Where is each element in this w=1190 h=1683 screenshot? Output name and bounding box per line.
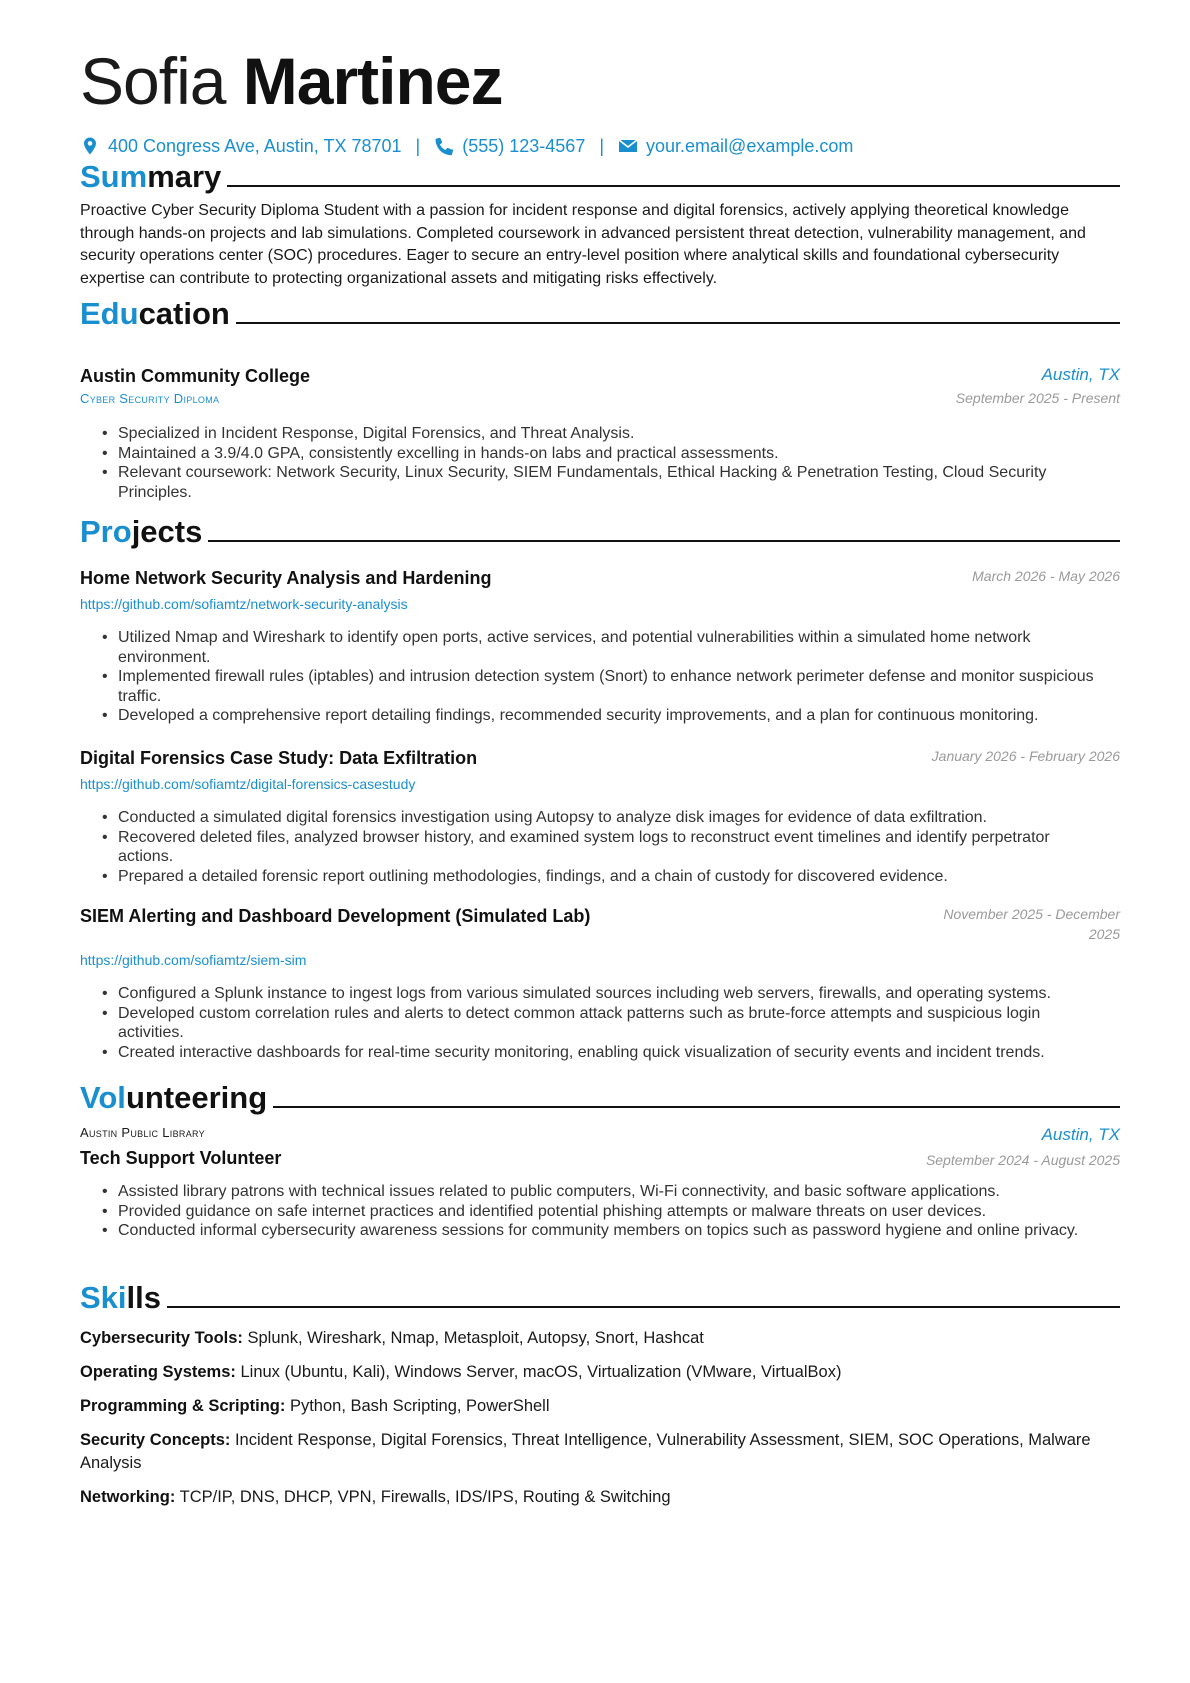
list-item: • Specialized in Incident Response, Digital Forensics, and Threat Analysis. [100, 424, 1100, 444]
heading-rule [236, 322, 1120, 324]
heading-rest: lls [126, 1280, 161, 1315]
skill-label: Networking: [80, 1488, 176, 1506]
contact-separator: | [599, 136, 605, 156]
list-item: • Recovered deleted files, analyzed browser history, and examined system logs to reconstruct event timelines and identify perpetrator actions. [100, 828, 1100, 867]
project-bullets [100, 984, 1100, 1062]
project-bullets [100, 628, 1100, 726]
project-bullets [100, 808, 1100, 886]
project-title: Home Network Security Analysis and Hardening [80, 568, 492, 588]
list-item: • Prepared a detailed forensic report outlining methodologies, findings, and a chain of custody for discovered evidence. [100, 867, 1100, 887]
skill-label: Operating Systems: [80, 1363, 236, 1381]
list-item: • Implemented firewall rules (iptables) and intrusion detection system (Snort) to enhance network perimeter defense and monitor suspicious traffic. [100, 667, 1100, 706]
skill-row-tools [80, 1327, 1120, 1350]
list-item: • Relevant coursework: Network Security, Linux Security, SIEM Fundamentals, Ethical Hacking & Penetration Testing, Cloud Security Principles. [100, 463, 1100, 502]
volunteer-role: Tech Support Volunteer [80, 1148, 282, 1168]
heading-rule [273, 1106, 1120, 1108]
skill-label: Cybersecurity Tools: [80, 1329, 243, 1347]
summary-heading [80, 155, 1120, 195]
organization-name: Austin Public Library [80, 1125, 205, 1140]
volunteer-dates: September 2024 - August 2025 [925, 1152, 1120, 1168]
project-link[interactable]: https://github.com/sofiamtz/network-security-analysis [80, 596, 408, 612]
education-bullets [100, 424, 1100, 502]
heading-accent: Pro [80, 514, 132, 549]
projects-heading [80, 510, 1120, 550]
education-heading [80, 292, 1120, 332]
heading-rule [227, 185, 1120, 187]
list-item: • Developed a comprehensive report detailing findings, recommended security improvements, and a plan for continuous monitoring. [100, 706, 1100, 726]
phone-text[interactable]: (555) 123-4567 [462, 136, 586, 156]
heading-rule [167, 1306, 1120, 1308]
heading-accent: Vol [80, 1080, 126, 1115]
degree-name: Cyber Security Diploma [80, 391, 220, 406]
skill-value: Splunk, Wireshark, Nmap, Metasploit, Autopsy, Snort, Hashcat [247, 1329, 704, 1347]
volunteering-heading [80, 1076, 1120, 1116]
skill-value: Incident Response, Digital Forensics, Threat Intelligence, Vulnerability Assessment, SIEM, SOC Operations, Malware Analysis [80, 1431, 1091, 1472]
project-link[interactable]: https://github.com/sofiamtz/siem-sim [80, 952, 307, 968]
heading-accent: Sum [80, 159, 148, 194]
volunteering-bullets [100, 1182, 1100, 1241]
heading-rest: mary [147, 159, 222, 194]
heading-rest: jects [131, 514, 203, 549]
project-dates: January 2026 - February 2026 [931, 748, 1120, 764]
envelope-icon [618, 136, 638, 156]
list-item: • Developed custom correlation rules and alerts to detect common attack patterns such as brute-force attempts and suspicious login activities. [100, 1004, 1100, 1043]
project-dates: March 2026 - May 2026 [972, 568, 1120, 584]
heading-rest: unteering [125, 1080, 268, 1115]
skill-row-os [80, 1361, 1120, 1384]
resume-page [80, 0, 1120, 1683]
heading-rule [208, 540, 1120, 542]
list-item: • Provided guidance on safe internet practices and identified potential phishing attempts or malware threats on user devices. [100, 1202, 1100, 1222]
project-dates: November 2025 - December 2025 [943, 906, 1120, 942]
candidate-name [80, 42, 503, 120]
skill-label: Programming & Scripting: [80, 1397, 286, 1415]
skill-row-programming [80, 1395, 1120, 1418]
list-item: • Conducted informal cybersecurity awareness sessions for community members on topics such as password hygiene and online privacy. [100, 1221, 1100, 1241]
address-text[interactable]: 400 Congress Ave, Austin, TX 78701 [108, 136, 402, 156]
skill-row-concepts [80, 1429, 1120, 1474]
skill-value: Python, Bash Scripting, PowerShell [289, 1397, 550, 1415]
map-marker-icon [80, 136, 100, 156]
last-name: Martinez [242, 44, 503, 118]
contact-separator: | [415, 136, 421, 156]
first-name: Sofia [80, 44, 226, 118]
heading-accent: Edu [80, 296, 139, 331]
list-item: • Assisted library patrons with technical issues related to public computers, Wi-Fi connectivity, and basic software applications. [100, 1182, 1100, 1202]
phone-icon [434, 136, 454, 156]
list-item: • Created interactive dashboards for real-time security monitoring, enabling quick visualization of security events and incident trends. [100, 1043, 1100, 1063]
list-item: • Maintained a 3.9/4.0 GPA, consistently excelling in hands-on labs and practical assessments. [100, 444, 1100, 464]
school-name: Austin Community College [80, 366, 311, 386]
skill-row-networking [80, 1486, 1120, 1509]
heading-accent: Ski [80, 1280, 127, 1315]
skill-label: Security Concepts: [80, 1431, 231, 1449]
project-link[interactable]: https://github.com/sofiamtz/digital-forensics-casestudy [80, 776, 416, 792]
summary-text: Proactive Cyber Security Diploma Student with a passion for incident response and digital forensics, actively applying theoretical knowledge through hands-on projects and lab simulations. Completed coursework in advanced persistent threat detection, vulnerability management, and security operations center (SOC) procedures. Eager to secure an entry-level position where analytical skills and foundational cybersecurity expertise can contribute to protecting organizational assets and mitigating risks effectively. [80, 202, 1086, 287]
list-item: • Conducted a simulated digital forensics investigation using Autopsy to analyze disk images for evidence of data exfiltration. [100, 808, 1100, 828]
list-item: • Configured a Splunk instance to ingest logs from various simulated sources including web servers, firewalls, and operating systems. [100, 984, 1100, 1004]
email-link[interactable]: your.email@example.com [646, 136, 854, 156]
skill-value: Linux (Ubuntu, Kali), Windows Server, macOS, Virtualization (VMware, VirtualBox) [240, 1363, 842, 1381]
list-item: • Utilized Nmap and Wireshark to identify open ports, active services, and potential vulnerabilities within a simulated home network environment. [100, 628, 1100, 667]
organization-location: Austin, TX [1041, 1125, 1120, 1144]
skills-heading [80, 1276, 1120, 1316]
project-title: SIEM Alerting and Dashboard Development (Simulated Lab) [80, 906, 591, 926]
heading-rest: cation [138, 296, 230, 331]
education-dates: September 2025 - Present [955, 390, 1120, 406]
school-location: Austin, TX [1041, 365, 1120, 384]
project-title: Digital Forensics Case Study: Data Exfiltration [80, 748, 478, 768]
skill-value: TCP/IP, DNS, DHCP, VPN, Firewalls, IDS/IPS, Routing & Switching [179, 1488, 671, 1506]
